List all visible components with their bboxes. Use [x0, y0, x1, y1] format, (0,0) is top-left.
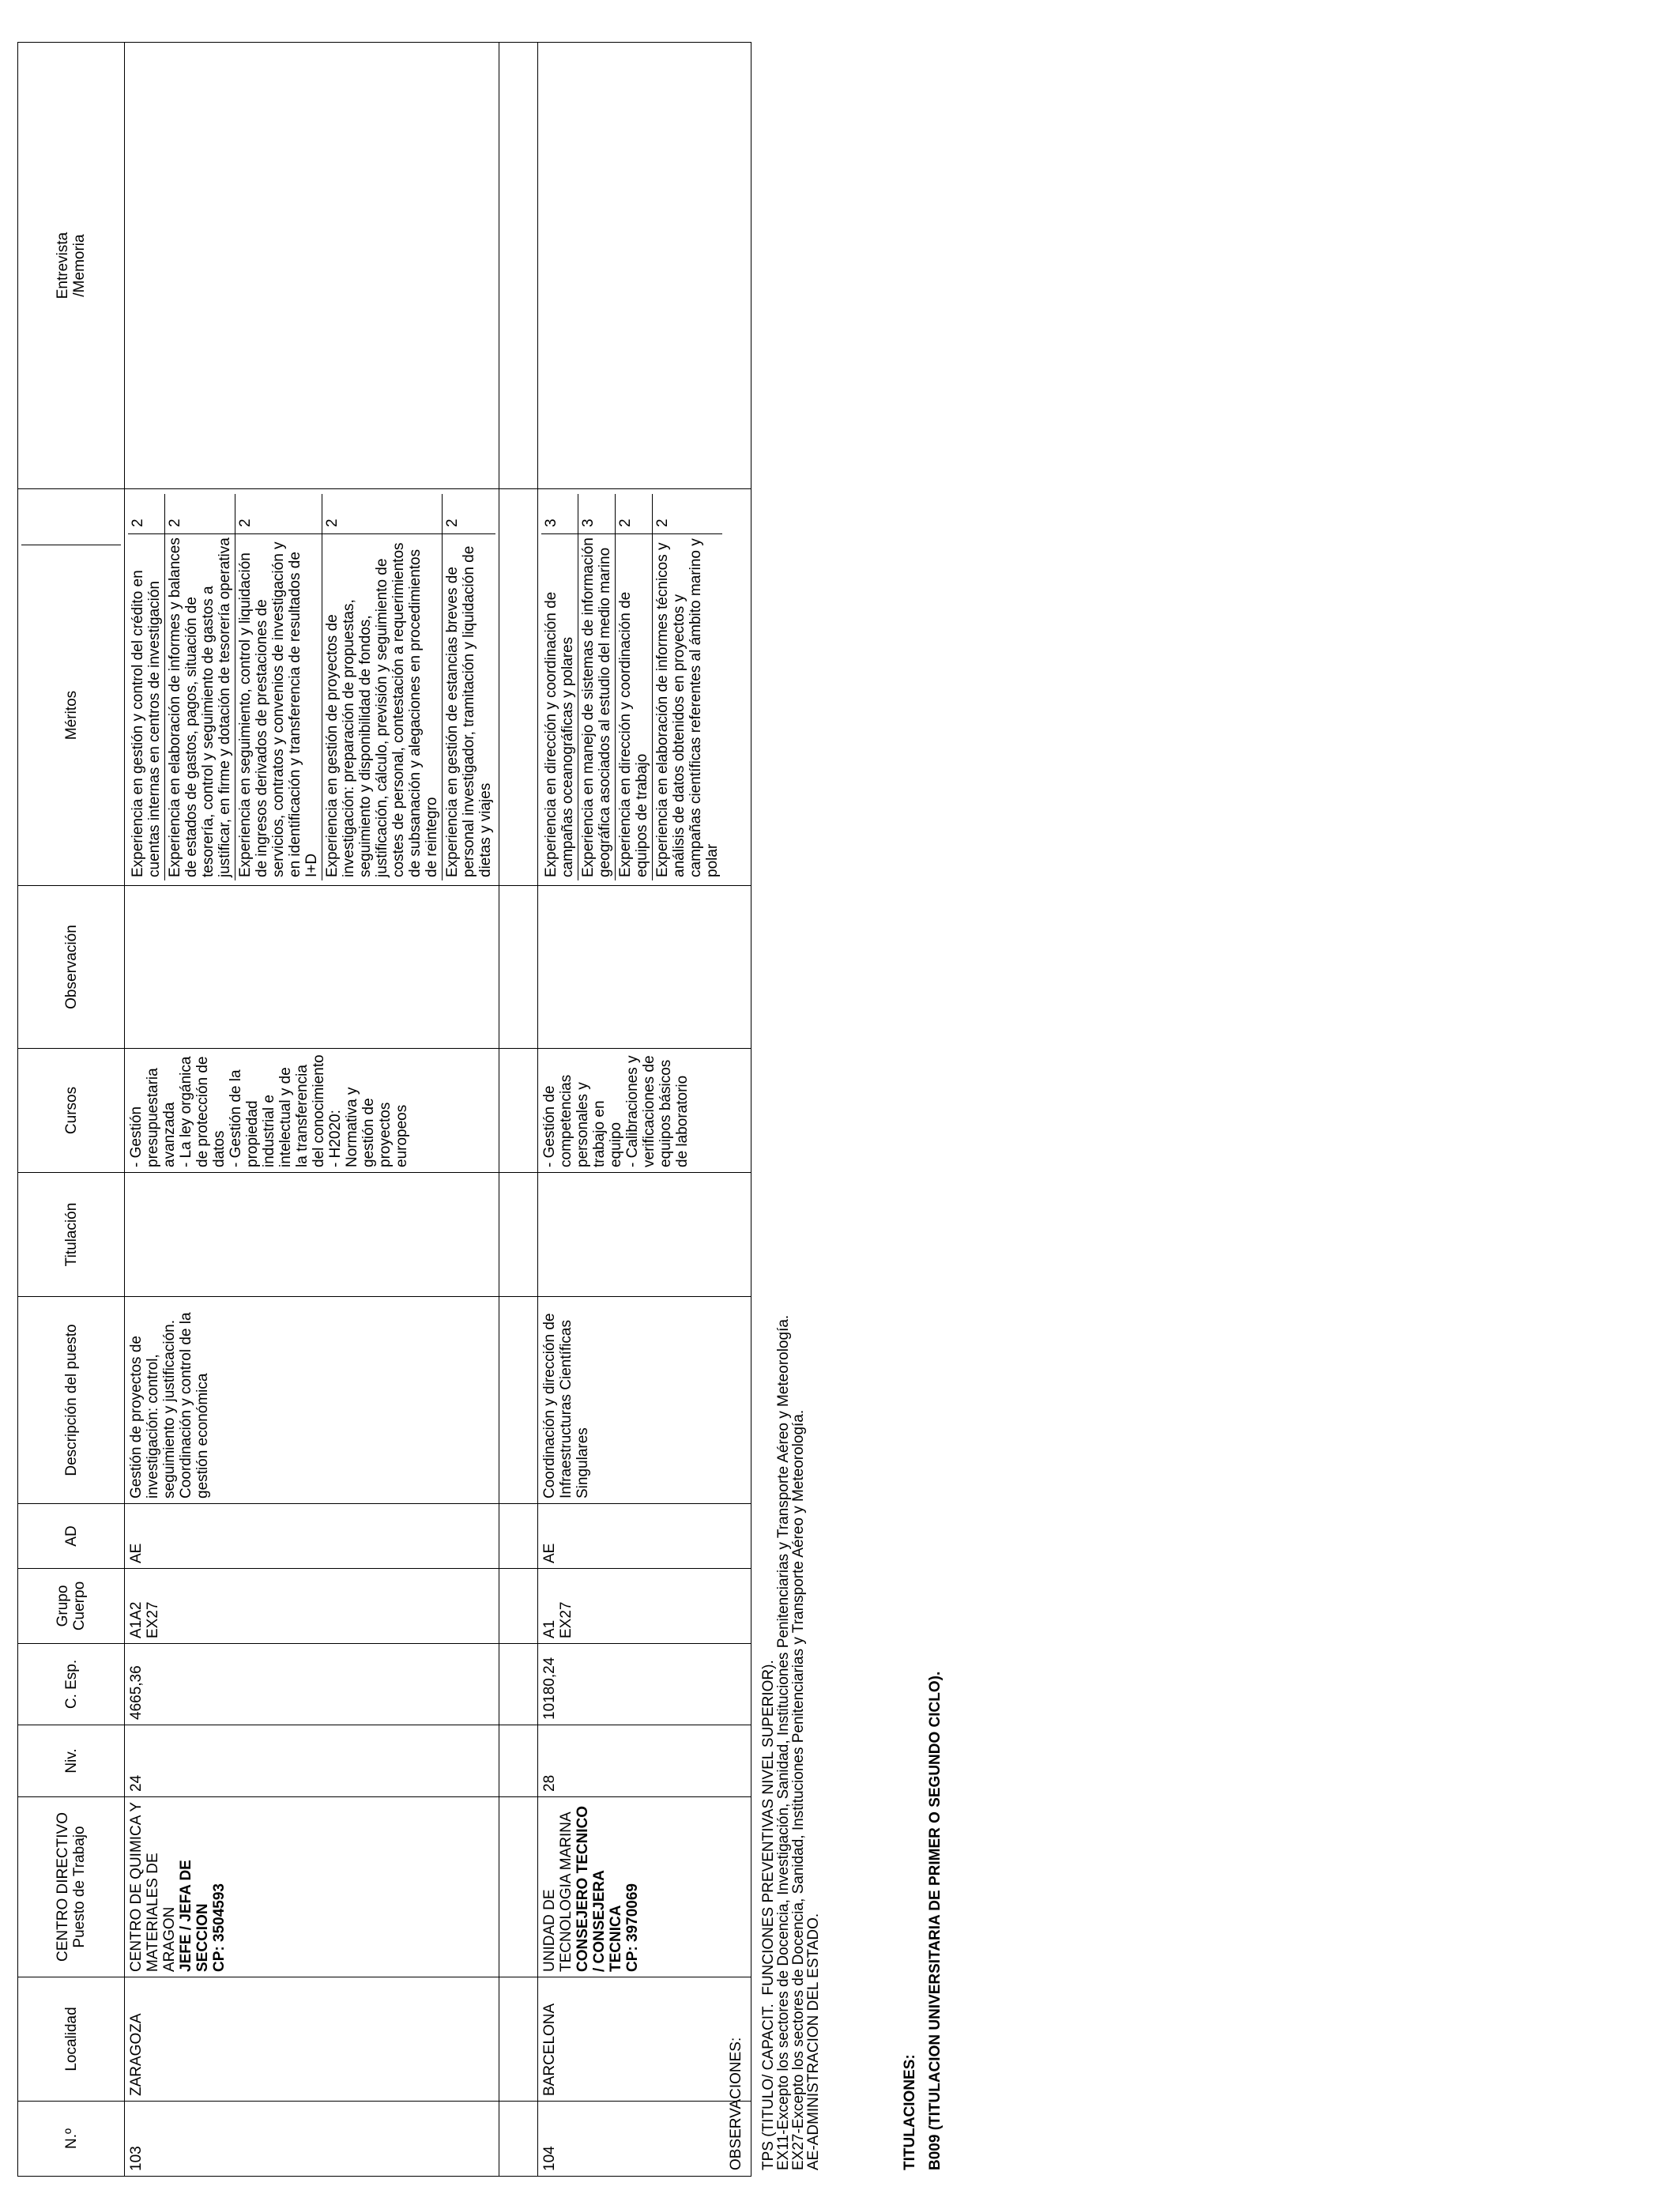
- merit-score: 2: [617, 518, 634, 527]
- merit-score: 2: [324, 518, 341, 527]
- observaciones-line: TPS (TITULO/ CAPACIT. FUNCIONES PREVENTIVAS NIVEL SUPERIOR).: [760, 1660, 777, 2170]
- header-entrevista-line1: Entrevista: [55, 232, 71, 300]
- curso-item: - Gestión de competencias personales y trabajo en equipo: [541, 1074, 624, 1167]
- merit-score: 2: [237, 518, 254, 527]
- cuerpo-value: EX27: [145, 1601, 161, 1638]
- cell-entrevista: [538, 43, 751, 489]
- grupo-value: A1: [541, 1619, 558, 1638]
- header-num: N.º: [18, 2102, 125, 2177]
- header-cursos: Cursos: [18, 1049, 125, 1173]
- merit-row: [235, 494, 322, 880]
- header-observacion: Observación: [18, 886, 125, 1049]
- cell-observacion: [125, 886, 499, 1049]
- observaciones-title: OBSERVACIONES:: [728, 2037, 744, 2170]
- merit-score: 2: [444, 518, 461, 527]
- puesto-cp: CP: 3970069: [624, 1883, 641, 1972]
- centro-name: CENTRO DE QUIMICA Y MATERIALES DE ARAGON: [128, 1802, 178, 1972]
- merit-text: Experiencia en gestión de proyectos de investigación: preparación de propuestas, seguimiento y disponibilidad de fondos, justificación, cálculo, previsión y seguimiento de costes de personal, contestación a requerimientos de subsanación y alegaciones en procedimientos de reintegro: [322, 533, 442, 880]
- row-separator: [499, 43, 538, 2177]
- table-row: [538, 43, 751, 2177]
- curso-item: - La ley orgánica de protección de datos: [178, 1056, 228, 1167]
- observaciones-line: EX27-Excepto los sectores de Docencia, Sanidad, Instituciones Penitenciarias y Transporte Aéreo y Meteorología.: [790, 1409, 807, 2170]
- curso-item: - Gestión presupuestaria avanzada: [128, 1068, 178, 1167]
- merit-row: [653, 494, 722, 880]
- header-localidad: Localidad: [18, 1977, 125, 2102]
- merit-score: 3: [580, 518, 597, 527]
- header-cesp: C. Esp.: [18, 1644, 125, 1725]
- merit-row: [578, 494, 616, 880]
- cell-niv: 24: [125, 1725, 499, 1797]
- cell-descripcion: Gestión de proyectos de investigación: control, seguimiento y justificación. Coordinación y control de la gestión económica: [125, 1297, 499, 1504]
- merit-row: [616, 494, 653, 880]
- cell-titulacion: [538, 1173, 751, 1297]
- cell-ad: AE: [125, 1504, 499, 1569]
- merit-text: Experiencia en gestión de estancias breves de personal investigador, tramitación y liquidación de dietas y viajes: [443, 533, 495, 880]
- cell-ad: AE: [538, 1504, 751, 1569]
- observaciones-line: EX11-Excepto los sectores de Docencia, Investigación, Sanidad, Instituciones Penitenciarias y Transporte Aéreo y Meteorología.: [775, 1314, 792, 2170]
- header-entrevista: [18, 43, 125, 489]
- grupo-value: A1A2: [128, 1601, 145, 1638]
- cell-localidad: ZARAGOZA: [125, 1977, 499, 2102]
- cell-grupo: [125, 1569, 499, 1644]
- merit-text: Experiencia en manejo de sistemas de información geográfica asociados al estudio del medio marino: [578, 533, 615, 880]
- puesto-name: CONSEJERO TECNICO / CONSEJERA TECNICA: [574, 1805, 624, 1972]
- cuerpo-value: EX27: [558, 1601, 574, 1638]
- positions-table: [17, 42, 751, 2177]
- header-row: [18, 43, 125, 2177]
- merit-row: [322, 494, 443, 880]
- table-row: [125, 43, 499, 2177]
- cell-localidad: BARCELONA: [538, 1977, 751, 2102]
- header-titulacion: Titulación: [18, 1173, 125, 1297]
- merit-row: [128, 494, 165, 880]
- merit-text: Experiencia en gestión y control del crédito en cuentas internas en centros de investigación: [128, 533, 164, 880]
- cell-num: 104: [538, 2102, 751, 2177]
- puesto-name: JEFE / JEFA DE SECCION: [178, 1860, 211, 1972]
- puesto-cp: CP: 3504593: [211, 1883, 228, 1972]
- curso-item: - Calibraciones y verificaciones de equipos básicos de laboratorio: [624, 1055, 691, 1167]
- cell-centro: [125, 1797, 499, 1977]
- cell-descripcion: Coordinación y dirección de Infraestructuras Científicas Singulares: [538, 1297, 751, 1504]
- merit-text: Experiencia en elaboración de informes y balances de estados de gastos, pagos, situación de tesorería, control y seguimiento de gastos a justificar, en firme y dotación de tesorería operativa: [165, 533, 235, 880]
- merit-text: Experiencia en dirección y coordinación de equipos de trabajo: [616, 533, 652, 880]
- merit-text: Experiencia en elaboración de informes técnicos y análisis de datos obtenidos en proyectos y campañas científicas referentes al ámbito marino y polar: [653, 533, 722, 880]
- centro-name: UNIDAD DE TECNOLOGIA MARINA: [541, 1811, 574, 1972]
- cell-niv: 28: [538, 1725, 751, 1797]
- cell-titulacion: [125, 1173, 499, 1297]
- titulaciones-title: TITULACIONES:: [902, 2054, 918, 2170]
- merit-score: 2: [167, 518, 183, 527]
- header-entrevista-line2: /Memoria: [71, 234, 88, 297]
- merit-text: Experiencia en dirección y coordinación de campañas oceanográficas y polares: [541, 533, 578, 880]
- observaciones-line: AE-ADMINISTRACION DEL ESTADO.: [805, 1913, 822, 2170]
- cell-cesp: 4665,36: [125, 1644, 499, 1725]
- cell-cursos: [538, 1049, 751, 1173]
- header-grupo-line2: Cuerpo: [71, 1581, 88, 1631]
- cell-cursos: [125, 1049, 499, 1173]
- header-descripcion: Descripción del puesto: [18, 1297, 125, 1504]
- header-centro: [18, 1797, 125, 1977]
- titulaciones-line: B009 (TITULACION UNIVERSITARIA DE PRIMER O SEGUNDO CICLO).: [927, 1671, 944, 2170]
- merit-row: [541, 494, 578, 880]
- merit-text: Experiencia en seguimiento, control y liquidación de ingresos derivados de prestaciones de servicios, contratos y convenios de investigación y en identificación y transferencia de resultados de I+D: [235, 533, 322, 880]
- cell-observacion: [538, 886, 751, 1049]
- header-centro-line2: Puesto de Trabajo: [71, 1826, 88, 1948]
- titulaciones-block: [901, 1672, 945, 2170]
- observaciones-block: [729, 115, 821, 2170]
- merit-score: 2: [130, 518, 146, 527]
- cell-entrevista: [125, 43, 499, 489]
- header-centro-line1: CENTRO DIRECTIVO: [55, 1812, 71, 1962]
- merit-score: 2: [654, 518, 671, 527]
- cell-meritos: [538, 489, 751, 886]
- curso-item: - Gestión de la propiedad industrial e intelectual y de la transferencia del conocimiento: [228, 1054, 327, 1167]
- header-meritos-label: Méritos: [21, 545, 121, 885]
- curso-item: - H2020: Normativa y gestión de proyectos europeos: [327, 1087, 410, 1167]
- header-ad: AD: [18, 1504, 125, 1569]
- header-meritos: [18, 489, 125, 886]
- merit-row: [443, 494, 495, 880]
- header-grupo: [18, 1569, 125, 1644]
- cell-centro: [538, 1797, 751, 1977]
- cell-grupo: [538, 1569, 751, 1644]
- cell-meritos: [125, 489, 499, 886]
- merit-score: 3: [543, 518, 559, 527]
- cell-num: 103: [125, 2102, 499, 2177]
- cell-cesp: 10180,24: [538, 1644, 751, 1725]
- header-niv: Niv.: [18, 1725, 125, 1797]
- merit-row: [165, 494, 235, 880]
- header-grupo-line1: Grupo: [55, 1585, 71, 1627]
